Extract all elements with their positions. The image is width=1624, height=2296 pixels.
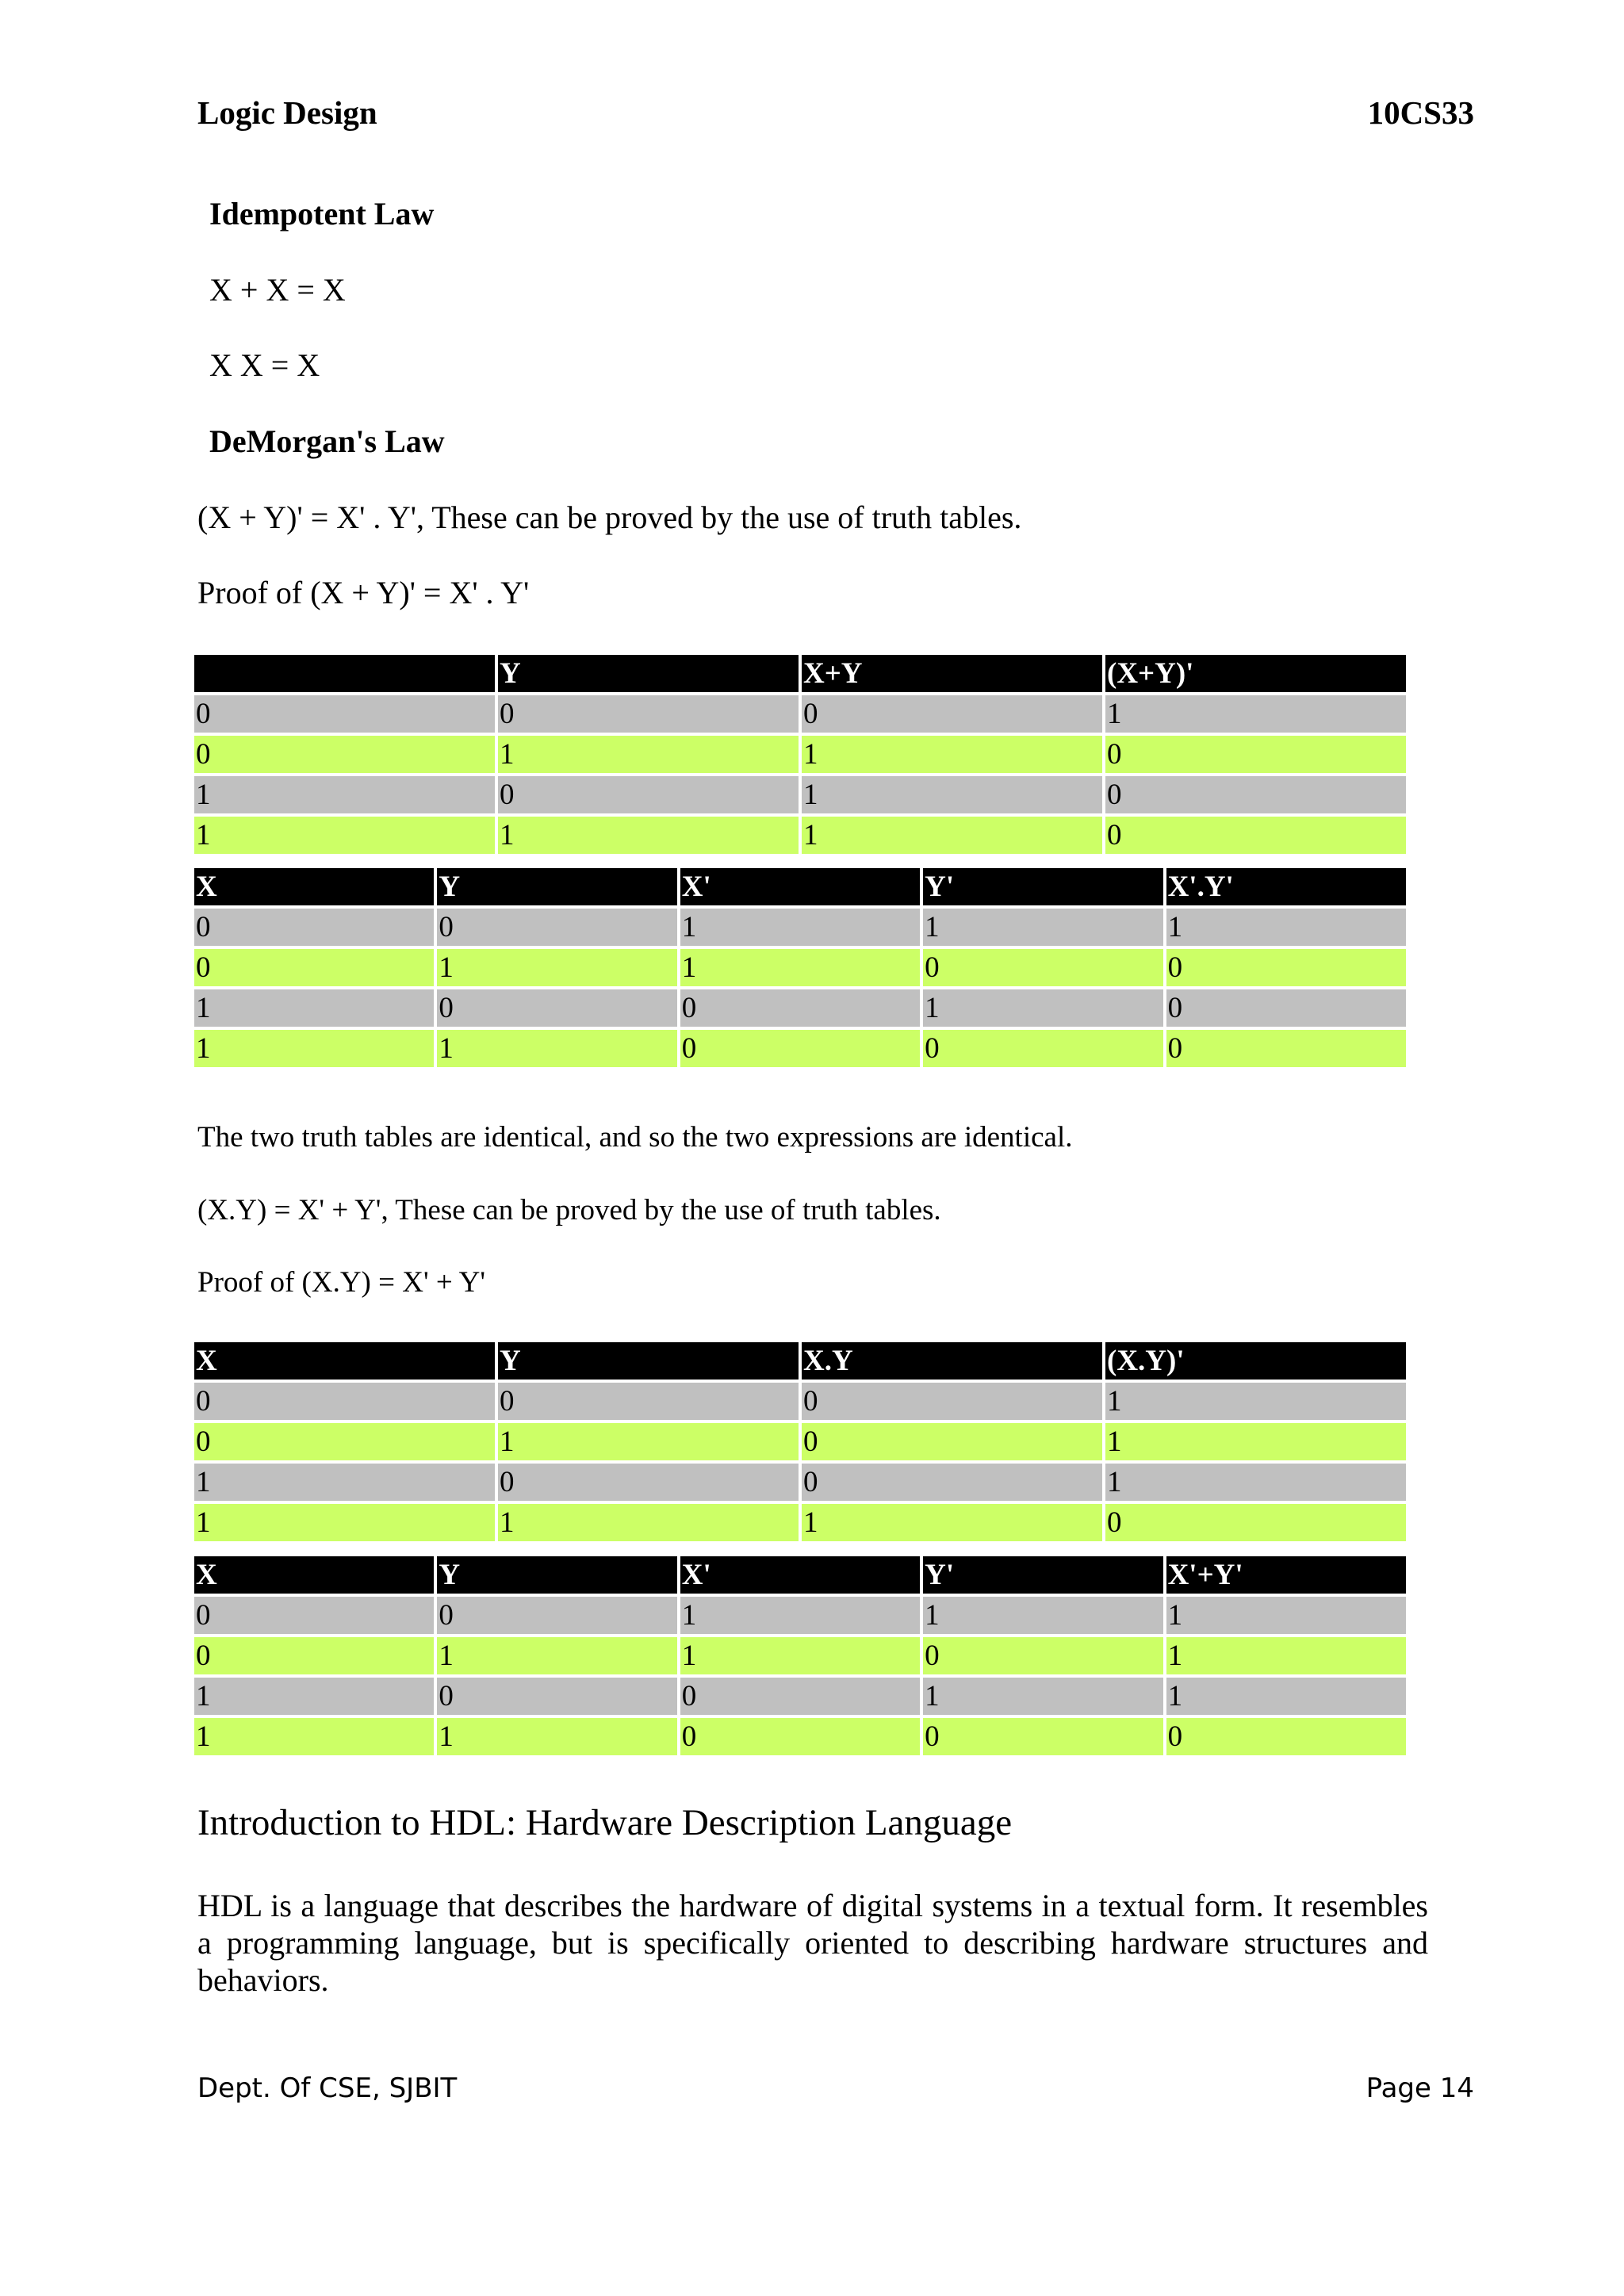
table-cell: 1 [802, 817, 1102, 854]
table-cell: 0 [680, 1718, 920, 1755]
table-cell: 1 [437, 1637, 676, 1674]
table-cell: 1 [194, 989, 434, 1027]
table-row [194, 1597, 1406, 1634]
table-cell: 0 [1166, 1718, 1406, 1755]
table-cell: 0 [680, 989, 920, 1027]
demorgan-statement-2: (X.Y) = X' + Y', These can be proved by the use of truth tables. [197, 1194, 941, 1226]
column-header: X.Y [802, 1342, 1102, 1380]
column-header: X' [680, 1556, 920, 1594]
table-cell: 0 [680, 1030, 920, 1067]
table-cell: 1 [680, 1597, 920, 1634]
column-header: X'.Y' [1166, 868, 1406, 905]
table-cell: 1 [498, 1423, 799, 1460]
table-cell: 0 [802, 1383, 1102, 1420]
truth-table-4 [191, 1553, 1409, 1758]
table-cell: 0 [1166, 949, 1406, 986]
table-row [194, 989, 1406, 1027]
table-cell: 0 [437, 989, 676, 1027]
table-cell: 0 [680, 1678, 920, 1715]
truth-table-1 [191, 652, 1409, 857]
table-cell: 1 [1105, 695, 1406, 733]
table-cell: 0 [437, 1678, 676, 1715]
table-cell: 1 [498, 1504, 799, 1541]
table-cell: 1 [923, 1597, 1162, 1634]
table-cell: 0 [498, 1383, 799, 1420]
table-cell: 0 [1105, 1504, 1406, 1541]
column-header: Y [498, 655, 799, 692]
table-row [194, 1504, 1406, 1541]
table-row [194, 776, 1406, 813]
table-cell: 1 [1166, 1637, 1406, 1674]
table-cell: 1 [194, 1718, 434, 1755]
table-row [194, 736, 1406, 773]
table-cell: 1 [194, 1464, 495, 1501]
column-header: (X+Y)' [1105, 655, 1406, 692]
table-cell: 0 [194, 1637, 434, 1674]
table-cell: 1 [680, 1637, 920, 1674]
table-cell: 1 [1166, 909, 1406, 946]
table-row [194, 1383, 1406, 1420]
table-row [194, 1718, 1406, 1755]
table-cell: 0 [1105, 776, 1406, 813]
table-cell: 1 [680, 949, 920, 986]
column-header: X [194, 868, 434, 905]
column-header: X [194, 1342, 495, 1380]
course-title: Logic Design [197, 94, 377, 131]
column-header: X'+Y' [1166, 1556, 1406, 1594]
table-cell: 0 [194, 1383, 495, 1420]
table-row [194, 1030, 1406, 1067]
table-cell: 1 [802, 1504, 1102, 1541]
table-cell: 0 [1166, 1030, 1406, 1067]
table-cell: 1 [194, 1504, 495, 1541]
table-cell: 0 [498, 776, 799, 813]
table-row [194, 1678, 1406, 1715]
table-cell: 1 [802, 736, 1102, 773]
footer-page-number: Page 14 [1365, 2072, 1474, 2104]
table-cell: 1 [923, 989, 1162, 1027]
course-code: 10CS33 [1367, 94, 1474, 131]
table-row [194, 949, 1406, 986]
idempotent-law-title: Idempotent Law [209, 196, 435, 232]
table-row [194, 817, 1406, 854]
column-header: X+Y [802, 655, 1102, 692]
footer-department: Dept. Of CSE, SJBIT [197, 2072, 458, 2104]
table-cell: 0 [802, 1464, 1102, 1501]
table-header-row [194, 655, 1406, 692]
table-cell: 1 [194, 1678, 434, 1715]
table-cell: 0 [923, 1030, 1162, 1067]
column-header: X' [680, 868, 920, 905]
table-row [194, 909, 1406, 946]
table-cell: 1 [437, 1718, 676, 1755]
table-cell: 1 [1105, 1423, 1406, 1460]
table-cell: 0 [923, 1718, 1162, 1755]
table-cell: 0 [194, 1423, 495, 1460]
table-cell: 0 [802, 1423, 1102, 1460]
column-header: Y [437, 1556, 676, 1594]
column-header: Y' [923, 1556, 1162, 1594]
page-footer [197, 2072, 1474, 2112]
table-cell: 0 [437, 1597, 676, 1634]
table-cell: 1 [498, 736, 799, 773]
column-header [194, 655, 495, 692]
table-cell: 1 [802, 776, 1102, 813]
table-cell: 1 [923, 1678, 1162, 1715]
column-header: Y [437, 868, 676, 905]
proof-2-label: Proof of (X.Y) = X' + Y' [197, 1266, 486, 1299]
table-row [194, 1637, 1406, 1674]
table-cell: 1 [498, 817, 799, 854]
table-cell: 0 [498, 695, 799, 733]
proof-1-label: Proof of (X + Y)' = X' . Y' [197, 575, 530, 610]
table-cell: 1 [923, 909, 1162, 946]
truth-table-3 [191, 1339, 1409, 1544]
table-cell: 0 [802, 695, 1102, 733]
table-cell: 1 [194, 817, 495, 854]
truth-table-2 [191, 865, 1409, 1070]
table-cell: 1 [1105, 1383, 1406, 1420]
hdl-paragraph: HDL is a language that describes the hardware of digital systems in a textual form. It resembles a programming language, but is specifically oriented to describing hardware structures and behaviors. [197, 1888, 1428, 1998]
table-header-row [194, 1342, 1406, 1380]
table-row [194, 695, 1406, 733]
table-cell: 1 [1166, 1678, 1406, 1715]
table-cell: 1 [194, 776, 495, 813]
table-cell: 1 [1105, 1464, 1406, 1501]
idempotent-eq-and: X X = X [209, 347, 320, 383]
column-header: Y' [923, 868, 1162, 905]
table-cell: 0 [194, 909, 434, 946]
table-header-row [194, 868, 1406, 905]
table-cell: 1 [437, 1030, 676, 1067]
table-cell: 0 [194, 1597, 434, 1634]
table-cell: 0 [194, 736, 495, 773]
table-cell: 1 [1166, 1597, 1406, 1634]
idempotent-eq-or: X + X = X [209, 272, 346, 308]
demorgan-statement-1: (X + Y)' = X' . Y', These can be proved by the use of truth tables. [197, 499, 1022, 535]
table-cell: 0 [498, 1464, 799, 1501]
column-header: X [194, 1556, 434, 1594]
table-cell: 1 [437, 949, 676, 986]
table-cell: 0 [923, 1637, 1162, 1674]
table-cell: 0 [194, 949, 434, 986]
table-cell: 1 [680, 909, 920, 946]
table-cell: 1 [194, 1030, 434, 1067]
column-header: (X.Y)' [1105, 1342, 1406, 1380]
table-cell: 0 [1105, 736, 1406, 773]
table-cell: 0 [923, 949, 1162, 986]
table-cell: 0 [194, 695, 495, 733]
table-row [194, 1464, 1406, 1501]
table-row [194, 1423, 1406, 1460]
hdl-section-heading: Introduction to HDL: Hardware Description Language [197, 1802, 1013, 1843]
demorgan-law-title: DeMorgan's Law [209, 423, 445, 459]
table-cell: 0 [437, 909, 676, 946]
table-header-row [194, 1556, 1406, 1594]
table-cell: 0 [1105, 817, 1406, 854]
page-header [197, 94, 1474, 141]
tables-identical-note: The two truth tables are identical, and so the two expressions are identical. [197, 1121, 1073, 1154]
column-header: Y [498, 1342, 799, 1380]
table-cell: 0 [1166, 989, 1406, 1027]
